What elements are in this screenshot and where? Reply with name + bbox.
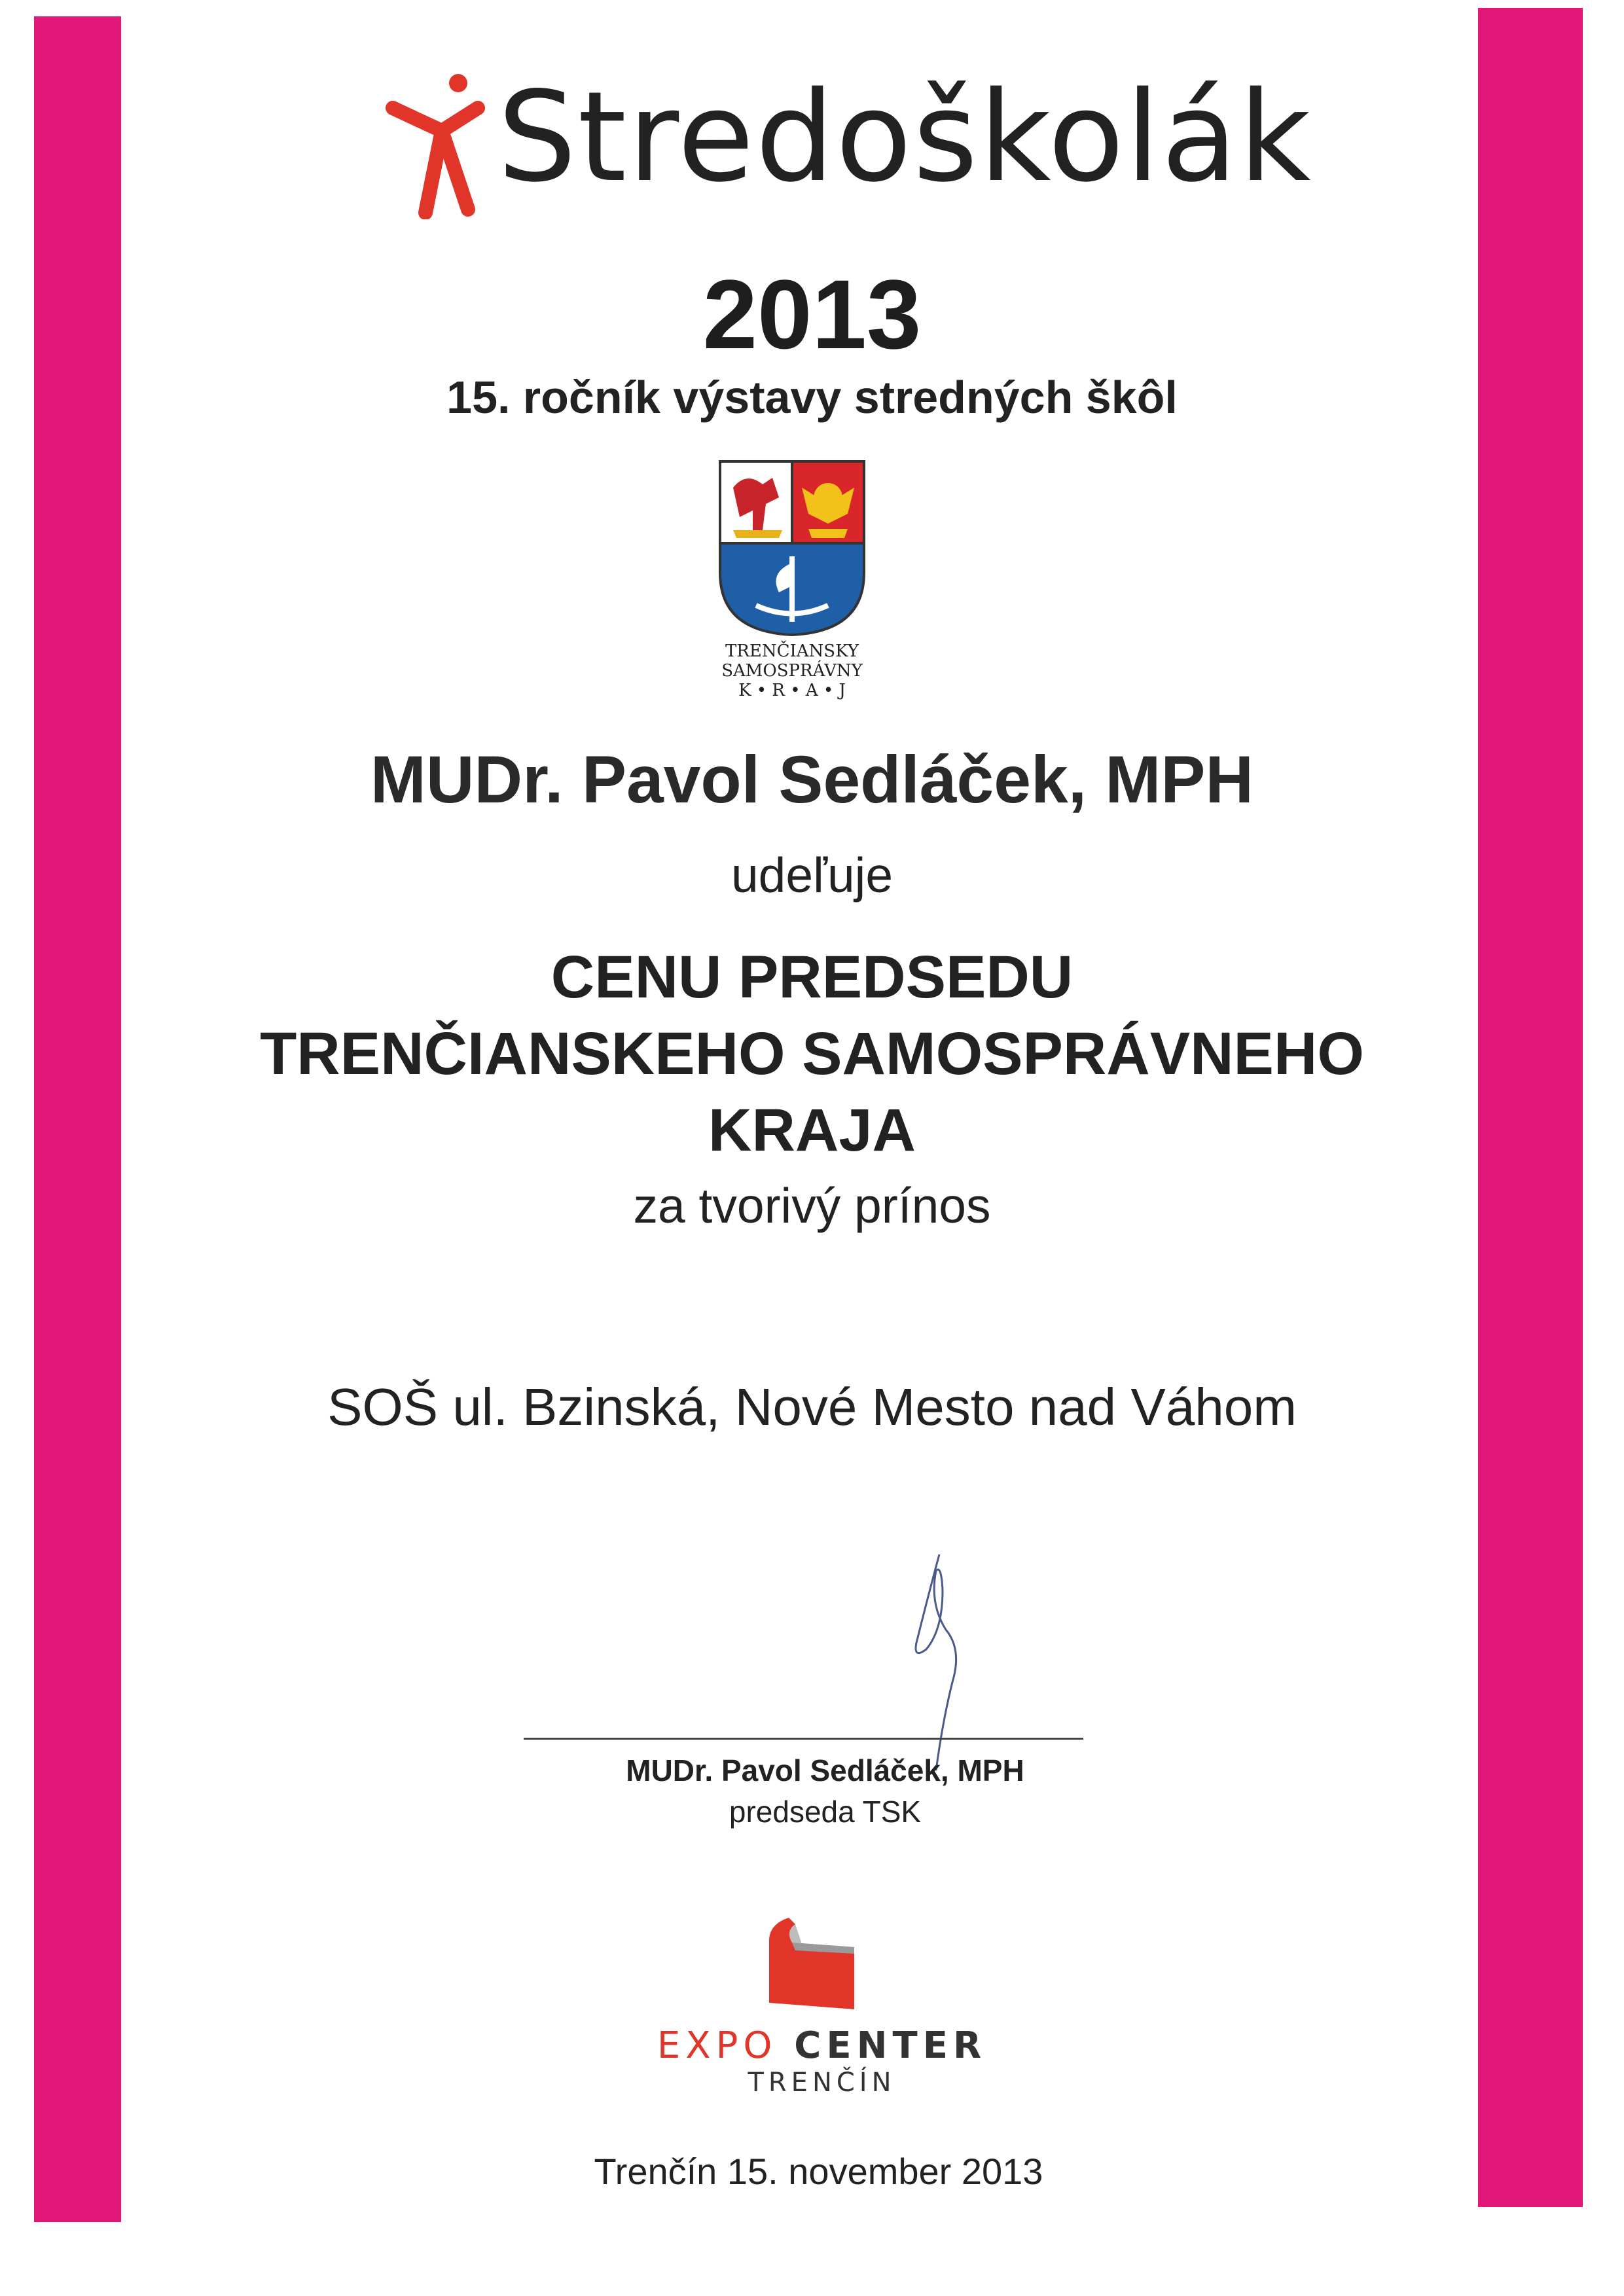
grants-verb: udeľuje	[731, 848, 893, 903]
event-year: 2013	[702, 259, 922, 369]
signatory-name: MUDr. Pavol Sedláček, MPH	[626, 1753, 1024, 1787]
award-title	[0, 939, 1624, 1169]
running-figure-icon	[380, 69, 494, 219]
place-and-date: Trenčín 15. november 2013	[594, 2151, 1043, 2192]
award-reason: za tvorivý prínos	[633, 1178, 991, 1233]
center-word: CENTER	[794, 2024, 987, 2067]
stredoskolak-logo	[380, 62, 1312, 226]
signatory-title: predseda TSK	[729, 1795, 922, 1829]
signature-line	[524, 1738, 1083, 1740]
logo-wordmark: Stredoškolák	[497, 65, 1312, 209]
event-subtitle: 15. ročník výstavy stredných škôl	[446, 372, 1178, 423]
award-title-line-2: TRENČIANSKEHO SAMOSPRÁVNEHO	[260, 1020, 1364, 1087]
crest-caption-line-2: SAMOSPRÁVNY	[721, 661, 863, 681]
crest-caption-line-1: TRENČIANSKY	[725, 641, 859, 661]
award-title-line-3: KRAJA	[708, 1097, 916, 1164]
crest-caption-line-3: K • R • A • J	[738, 681, 846, 700]
expo-center-logo-icon	[766, 1918, 857, 2013]
presenter-name: MUDr. Pavol Sedláček, MPH	[370, 742, 1254, 817]
expo-center-wordmark	[0, 2024, 1624, 2067]
handwritten-signature	[890, 1551, 982, 1774]
trenciansky-kraj-coat-of-arms-icon	[717, 458, 867, 638]
crest-caption	[707, 641, 877, 700]
expo-word: EXPO	[657, 2024, 778, 2067]
award-title-line-1: CENU PREDSEDU	[550, 944, 1074, 1011]
recipient-school: SOŠ ul. Bzinská, Nové Mesto nad Váhom	[327, 1378, 1297, 1436]
expo-center-city: TRENČÍN	[748, 2068, 896, 2098]
